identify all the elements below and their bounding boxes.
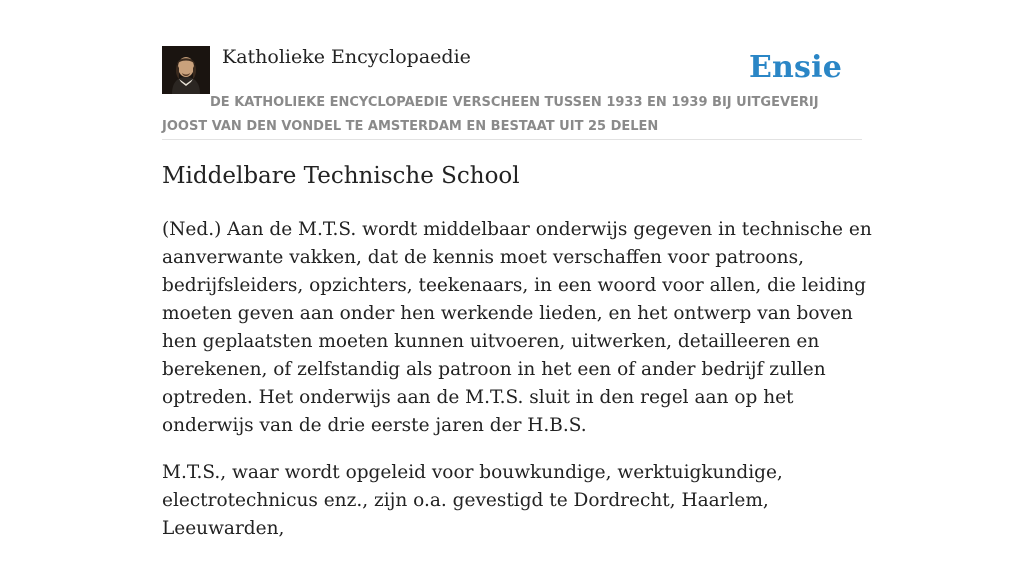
brand-logo[interactable]: Ensie bbox=[748, 50, 842, 85]
article-title: Middelbare Technische School bbox=[162, 163, 520, 189]
article-paragraph: M.T.S., waar wordt opgeleid voor bouwkundige, werktuigkundige, electrotechnicus enz., zijn o.a. gevestigd te Dordrecht, Haarlem, Leeuwarden, bbox=[162, 462, 783, 539]
source-description: DE KATHOLIEKE ENCYCLOPAEDIE VERSCHEEN TUSSEN 1933 EN 1939 BIJ UITGEVERIJ JOOST VAN DEN VONDEL TE AMSTERDAM EN BESTAAT UIT 25 DELEN bbox=[162, 95, 819, 134]
article-paragraph: (Ned.) Aan de M.T.S. wordt middelbaar onderwijs gegeven in technische en aanverwante vakken, dat de kennis moet verschaffen voor patroons, bedrijfsleiders, opzichters, teekenaars, in een woord voor allen, die leiding moeten geven aan onder hen werkende lieden, en het ontwerp van boven hen geplaatsten moeten kunnen uitvoeren, uitwerken, detailleeren en berekenen, of zelfstandig als patroon in het een of ander bedrijf zullen optreden. Het onderwijs aan de M.T.S. sluit in den regel aan op het onderwijs van de drie eerste jaren der H.B.S. bbox=[162, 219, 872, 436]
header-divider bbox=[162, 139, 862, 140]
source-avatar[interactable] bbox=[162, 46, 210, 94]
source-title[interactable]: Katholieke Encyclopaedie bbox=[222, 46, 471, 68]
portrait-icon bbox=[162, 46, 210, 94]
article-body bbox=[162, 216, 872, 562]
